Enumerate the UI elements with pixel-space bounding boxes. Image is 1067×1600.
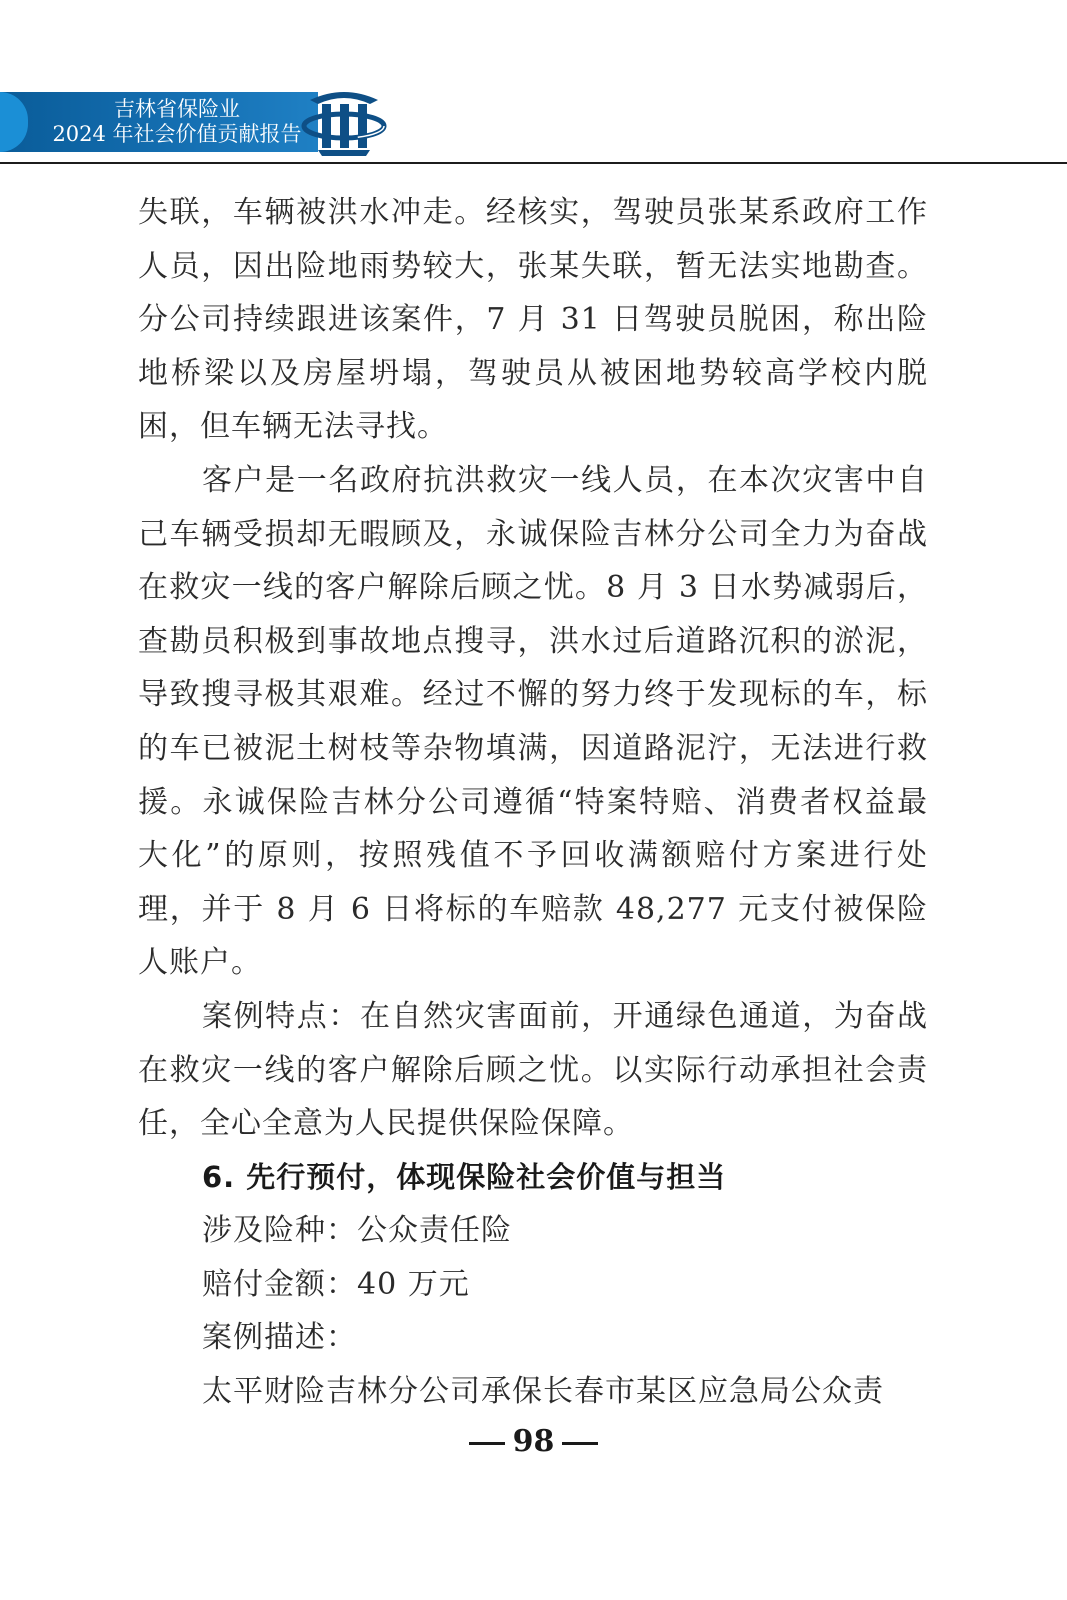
page-number (0, 1424, 1067, 1459)
insurance-type-line: 涉及险种：公众责任险 (202, 1213, 512, 1249)
case-description-label: 案例描述： (202, 1320, 357, 1356)
section-heading: 6. 先行预付，体现保险社会价值与担当 (202, 1159, 727, 1194)
payout-amount-line: 赔付金额：40 万元 (202, 1266, 470, 1302)
paragraph-case-features: 案例特点：在自然灾害面前，开通绿色通道，为奋战在救灾一线的客户解除后顾之忧。以实际行动承担社会责任，全心全意为人民提供保险保障。 (138, 998, 928, 1142)
header-divider (0, 162, 1067, 164)
page-number-dash-right (562, 1442, 598, 1445)
header-title-line1: 吉林省保险业 (114, 97, 240, 121)
paragraph-customer-rescue: 客户是一名政府抗洪救灾一线人员，在本次灾害中自己车辆受损却无暇顾及，永诚保险吉林分公司全力为奋战在救灾一线的客户解除后顾之忧。8 月 3 日水势减弱后，查勘员积极到事故地点搜寻，洪水过后道路沉积的淤泥，导致搜寻极其艰难。经过不懈的努力终于发现标的车，标的车已被泥土树枝等杂物填满，因道路泥泞，无法进行救援。永诚保险吉林分公司遵循“特案特赔、消费者权益最大化”的原则，按照残值不予回收满额赔付方案进行处理，并于 8 月 6 日将标的车赔款 48,277 元支付被保险人账户。 (138, 462, 928, 981)
header-title-line2: 2024 年社会价值贡献报告 (52, 122, 302, 146)
page-number-dash-left (469, 1442, 505, 1445)
header-title (42, 97, 312, 147)
insurance-association-emblem-icon (300, 80, 388, 160)
paragraph-incident-continuation: 失联，车辆被洪水冲走。经核实，驾驶员张某系政府工作人员，因出险地雨势较大，张某失联，暂无法实地勘查。分公司持续跟进该案件，7 月 31 日驾驶员脱困，称出险地桥梁以及房屋坍塌，驾驶员从被困地势较高学校内脱困，但车辆无法寻找。 (138, 195, 928, 445)
page-number-value: 98 (512, 1424, 555, 1459)
page-body (138, 186, 928, 1419)
paragraph-case-description: 太平财险吉林分公司承保长春市某区应急局公众责 (202, 1374, 884, 1410)
